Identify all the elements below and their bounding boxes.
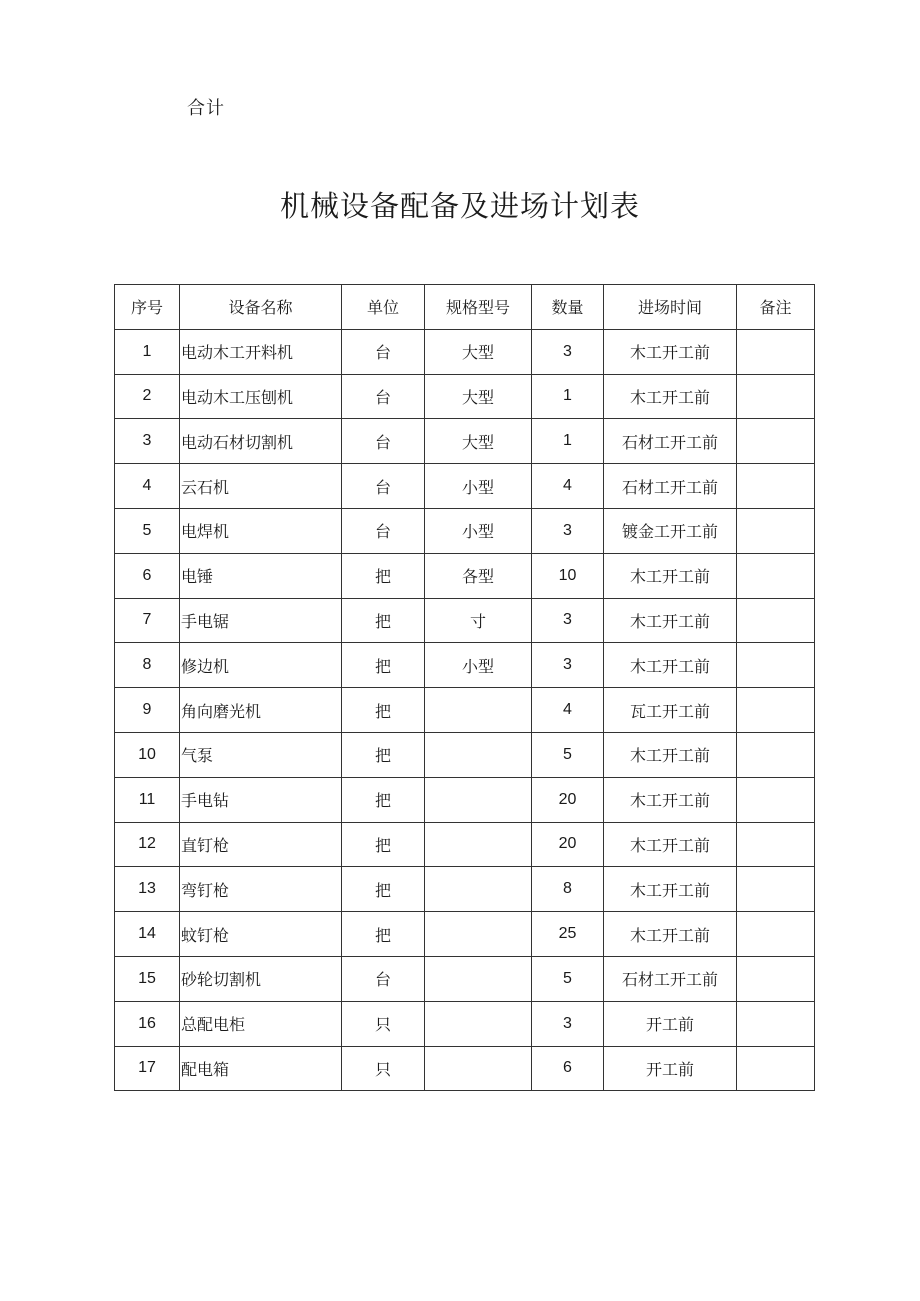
cell-name: 电动石材切割机	[180, 419, 342, 464]
cell-unit: 台	[342, 419, 425, 464]
cell-note	[737, 643, 815, 688]
cell-name: 配电箱	[180, 1046, 342, 1091]
cell-spec: 大型	[425, 374, 532, 419]
cell-note	[737, 464, 815, 509]
table-row	[115, 643, 815, 688]
cell-no: 7	[115, 598, 180, 643]
cell-time: 木工开工前	[604, 329, 737, 374]
cell-unit: 把	[342, 822, 425, 867]
cell-qty: 6	[532, 1046, 604, 1091]
cell-qty: 20	[532, 822, 604, 867]
cell-spec	[425, 777, 532, 822]
cell-no: 12	[115, 822, 180, 867]
cell-qty: 25	[532, 912, 604, 957]
cell-name: 砂轮切割机	[180, 956, 342, 1001]
cell-name: 角向磨光机	[180, 688, 342, 733]
cell-name: 电动木工开料机	[180, 329, 342, 374]
cell-name: 总配电柜	[180, 1001, 342, 1046]
cell-note	[737, 777, 815, 822]
cell-time: 石材工开工前	[604, 956, 737, 1001]
cell-note	[737, 508, 815, 553]
summary-label: 合计	[187, 98, 225, 119]
table-row	[115, 329, 815, 374]
cell-note	[737, 374, 815, 419]
cell-name: 蚊钉枪	[180, 912, 342, 957]
cell-no: 10	[115, 732, 180, 777]
cell-time: 瓦工开工前	[604, 688, 737, 733]
header-no: 序号	[115, 285, 180, 330]
cell-spec	[425, 1001, 532, 1046]
cell-spec: 小型	[425, 643, 532, 688]
cell-note	[737, 419, 815, 464]
cell-unit: 只	[342, 1046, 425, 1091]
cell-qty: 3	[532, 643, 604, 688]
cell-name: 手电锯	[180, 598, 342, 643]
cell-note	[737, 1001, 815, 1046]
cell-unit: 把	[342, 912, 425, 957]
table-row	[115, 598, 815, 643]
cell-name: 手电钻	[180, 777, 342, 822]
cell-unit: 台	[342, 329, 425, 374]
cell-spec: 小型	[425, 508, 532, 553]
cell-qty: 3	[532, 508, 604, 553]
table-row	[115, 822, 815, 867]
cell-spec: 寸	[425, 598, 532, 643]
cell-qty: 5	[532, 732, 604, 777]
cell-no: 6	[115, 553, 180, 598]
table-header-row	[115, 285, 815, 330]
header-qty: 数量	[532, 285, 604, 330]
cell-qty: 20	[532, 777, 604, 822]
cell-no: 15	[115, 956, 180, 1001]
cell-time: 木工开工前	[604, 598, 737, 643]
cell-time: 镀金工开工前	[604, 508, 737, 553]
cell-note	[737, 329, 815, 374]
cell-qty: 1	[532, 374, 604, 419]
cell-spec	[425, 912, 532, 957]
cell-name: 电焊机	[180, 508, 342, 553]
cell-no: 16	[115, 1001, 180, 1046]
table-row	[115, 867, 815, 912]
cell-no: 4	[115, 464, 180, 509]
cell-spec	[425, 1046, 532, 1091]
table-row	[115, 688, 815, 733]
table-row	[115, 508, 815, 553]
cell-spec	[425, 732, 532, 777]
cell-spec: 大型	[425, 329, 532, 374]
cell-time: 石材工开工前	[604, 419, 737, 464]
table-row	[115, 956, 815, 1001]
cell-time: 木工开工前	[604, 643, 737, 688]
cell-qty: 1	[532, 419, 604, 464]
cell-note	[737, 732, 815, 777]
cell-no: 1	[115, 329, 180, 374]
cell-name: 直钉枪	[180, 822, 342, 867]
cell-time: 开工前	[604, 1001, 737, 1046]
cell-name: 云石机	[180, 464, 342, 509]
table-row	[115, 1001, 815, 1046]
cell-time: 木工开工前	[604, 867, 737, 912]
cell-name: 弯钉枪	[180, 867, 342, 912]
cell-note	[737, 553, 815, 598]
cell-note	[737, 867, 815, 912]
cell-qty: 3	[532, 598, 604, 643]
cell-unit: 把	[342, 777, 425, 822]
cell-name: 气泵	[180, 732, 342, 777]
cell-spec: 小型	[425, 464, 532, 509]
cell-qty: 3	[532, 329, 604, 374]
cell-spec	[425, 822, 532, 867]
cell-time: 石材工开工前	[604, 464, 737, 509]
cell-time: 木工开工前	[604, 374, 737, 419]
cell-note	[737, 822, 815, 867]
table-row	[115, 419, 815, 464]
table-row	[115, 374, 815, 419]
cell-time: 开工前	[604, 1046, 737, 1091]
cell-qty: 3	[532, 1001, 604, 1046]
cell-name: 电锤	[180, 553, 342, 598]
equipment-table	[114, 284, 815, 1091]
cell-unit: 把	[342, 688, 425, 733]
table-row	[115, 464, 815, 509]
cell-note	[737, 912, 815, 957]
cell-no: 2	[115, 374, 180, 419]
cell-qty: 5	[532, 956, 604, 1001]
cell-unit: 把	[342, 867, 425, 912]
cell-spec: 各型	[425, 553, 532, 598]
table-row	[115, 553, 815, 598]
cell-unit: 把	[342, 553, 425, 598]
cell-note	[737, 688, 815, 733]
cell-no: 14	[115, 912, 180, 957]
cell-no: 9	[115, 688, 180, 733]
cell-name: 电动木工压刨机	[180, 374, 342, 419]
cell-time: 木工开工前	[604, 822, 737, 867]
cell-time: 木工开工前	[604, 912, 737, 957]
cell-spec: 大型	[425, 419, 532, 464]
cell-no: 3	[115, 419, 180, 464]
cell-spec	[425, 867, 532, 912]
cell-time: 木工开工前	[604, 777, 737, 822]
cell-note	[737, 598, 815, 643]
table-row	[115, 777, 815, 822]
cell-note	[737, 1046, 815, 1091]
cell-unit: 把	[342, 732, 425, 777]
cell-no: 8	[115, 643, 180, 688]
cell-no: 13	[115, 867, 180, 912]
cell-no: 17	[115, 1046, 180, 1091]
table-row	[115, 732, 815, 777]
cell-unit: 台	[342, 374, 425, 419]
header-time: 进场时间	[604, 285, 737, 330]
cell-spec	[425, 956, 532, 1001]
cell-unit: 台	[342, 464, 425, 509]
header-spec: 规格型号	[425, 285, 532, 330]
cell-time: 木工开工前	[604, 553, 737, 598]
cell-qty: 4	[532, 688, 604, 733]
cell-unit: 台	[342, 508, 425, 553]
header-unit: 单位	[342, 285, 425, 330]
table-row	[115, 912, 815, 957]
cell-qty: 4	[532, 464, 604, 509]
cell-note	[737, 956, 815, 1001]
cell-unit: 把	[342, 598, 425, 643]
cell-qty: 8	[532, 867, 604, 912]
cell-time: 木工开工前	[604, 732, 737, 777]
cell-unit: 台	[342, 956, 425, 1001]
cell-spec	[425, 688, 532, 733]
header-note: 备注	[737, 285, 815, 330]
cell-qty: 10	[532, 553, 604, 598]
header-name: 设备名称	[180, 285, 342, 330]
cell-unit: 只	[342, 1001, 425, 1046]
cell-unit: 把	[342, 643, 425, 688]
document-title: 机械设备配备及进场计划表	[279, 189, 640, 223]
cell-no: 11	[115, 777, 180, 822]
cell-name: 修边机	[180, 643, 342, 688]
cell-no: 5	[115, 508, 180, 553]
table-row	[115, 1046, 815, 1091]
